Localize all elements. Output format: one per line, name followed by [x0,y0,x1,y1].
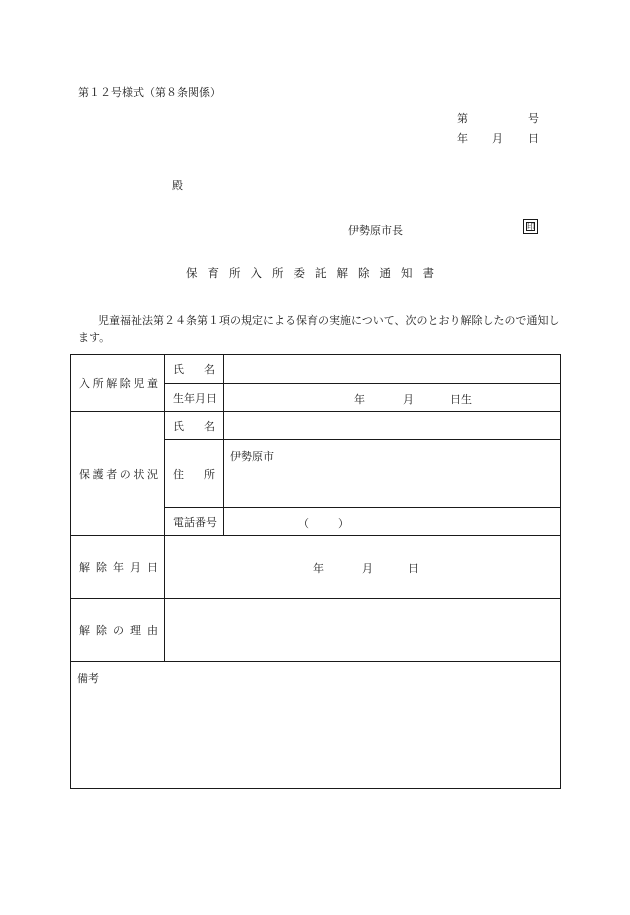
child-name-label [165,361,223,377]
label-char: 除 [96,561,107,574]
label-char: 児 [133,377,145,390]
label-char: 除 [119,377,131,390]
label-char: 日 [206,391,217,405]
cancel-date-label [71,559,164,575]
child-name-label-cell [165,355,224,384]
label-char: 月 [195,391,206,405]
phone-close-paren: ） [338,517,349,530]
remarks-label: 備考 [77,672,99,685]
cancel-year-unit: 年 [313,562,324,575]
label-char: 解 [79,624,90,637]
label-char: 年 [113,561,124,574]
label-char: 生 [173,391,184,405]
cancel-date-label-cell [71,536,165,599]
label-char: 名 [204,363,215,376]
child-name-field[interactable] [224,355,561,384]
label-char: 解 [106,377,118,390]
label-char: 話 [184,515,195,529]
cancel-month-unit: 月 [362,562,373,575]
label-char: 者 [106,467,118,481]
label-char: 番 [195,515,206,529]
phone-field[interactable] [224,508,561,536]
label-char: 住 [173,467,184,481]
birthdate-label-cell [165,384,224,412]
remarks-field[interactable] [71,662,561,789]
birth-year-unit: 年 [354,393,365,406]
label-char: 護 [92,467,104,481]
label-char: 解 [79,561,90,574]
document-title: 保育所入所委託解除通知書 [186,266,444,280]
label-char: 氏 [173,419,184,433]
birthdate-label [165,390,223,406]
label-char: 所 [204,467,215,481]
label-char: 所 [92,377,104,390]
label-char: 理 [130,624,141,637]
label-char: 月 [130,561,141,574]
seal-stamp [523,219,538,234]
issuer-name: 伊勢原市長 [348,224,403,237]
doc-number-prefix: 第 [457,112,468,125]
label-char: 除 [96,624,107,637]
label-char: 電 [173,515,184,529]
label-char: 名 [204,419,215,433]
label-char: 入 [79,377,90,390]
cancel-day-unit: 日 [408,562,419,575]
address-value: 伊勢原市 [230,450,274,463]
phone-open-paren: （ [298,517,309,530]
child-group-label [71,375,164,391]
addressee-honorific: 殿 [172,179,183,192]
reason-field[interactable] [165,599,561,662]
seal-mark: 印 [527,222,535,231]
guardian-name-label-cell [165,412,224,440]
notice-form-table [70,354,561,789]
label-char: 童 [146,377,158,390]
label-char: 号 [206,515,217,529]
doc-number-suffix: 号 [528,112,539,125]
date-month-label: 月 [492,132,503,145]
label-char: の [119,467,131,481]
address-label-cell [165,440,224,508]
guardian-name-label [165,418,223,434]
label-char: の [113,624,124,637]
birth-day-unit: 日生 [450,393,472,406]
intro-paragraph: 児童福祉法第２４条第１項の規定による保育の実施について、次のとおり解除したので通知します。 [78,314,560,344]
guardian-group-label [71,466,164,482]
phone-label-cell [165,508,224,536]
date-year-label: 年 [457,132,468,145]
label-char: 況 [146,467,158,481]
label-char: 保 [79,467,90,481]
address-label [165,466,223,482]
guardian-name-field[interactable] [224,412,561,440]
child-group-label-cell [71,355,165,412]
reason-label [71,622,164,638]
label-char: 年 [184,391,195,405]
address-field[interactable] [224,440,561,508]
date-day-label: 日 [528,132,539,145]
cancel-date-field[interactable] [165,536,561,599]
label-char: 日 [147,561,158,574]
label-char: 由 [147,624,158,637]
birth-month-unit: 月 [403,393,414,406]
phone-label [165,514,223,530]
birthdate-field[interactable] [224,384,561,412]
guardian-group-label-cell [71,412,165,536]
label-char: 状 [133,467,145,481]
label-char: 氏 [173,363,184,376]
reason-label-cell [71,599,165,662]
form-number: 第１２号様式（第８条関係） [78,86,221,99]
